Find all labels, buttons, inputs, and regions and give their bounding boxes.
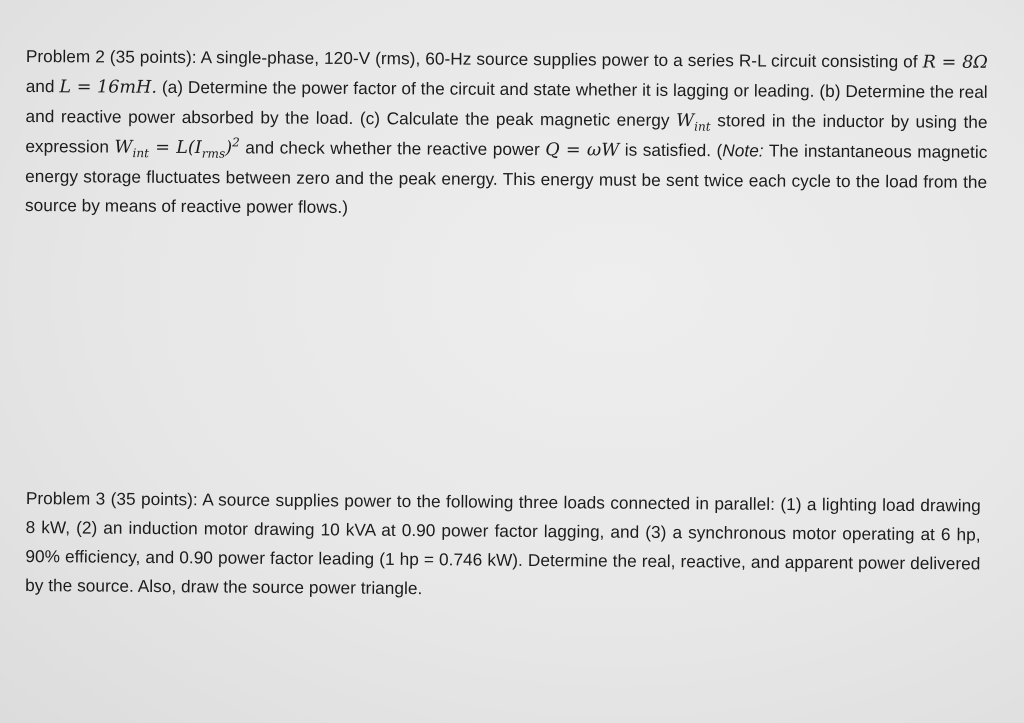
problem-3-text: [25, 484, 981, 607]
problem-2-text: [25, 42, 988, 226]
problem-3-heading: Problem 3 (35 points):: [25, 487, 198, 510]
expression-exponent: 2: [232, 135, 240, 150]
problem-2-heading: Problem 2 (35 points):: [25, 45, 197, 68]
expression-current-subscript: rms: [201, 146, 226, 161]
problem-2-text-part-4: stored in the inductor by using the expression: [25, 110, 988, 157]
expression-equals: = L(I: [148, 137, 202, 159]
problem-2-text-part-1: A single-phase, 120-V (rms), 60-Hz source supplies power to a series R-L circuit consisting of: [200, 47, 918, 72]
energy-symbol-letter: W: [676, 110, 695, 132]
inductance-value: L = 16mH.: [59, 77, 158, 98]
expression-close: ): [225, 138, 233, 159]
energy-symbol-subscript: int: [694, 119, 711, 134]
problem-2-text-part-7: The instantaneous magnetic energy storage fluctuates between zero and the peak energy. This energy must be sent twice each cycle to the load from the source by means of reactive power flows.): [24, 140, 988, 217]
energy-expression: [114, 135, 240, 161]
problem-3-body: A source supplies power to the following three loads connected in parallel: (1) a lighting load drawing 8 kW, (2) an induction motor drawing 10 kVA at 0.90 power factor lagging, and (3) a synchronous motor operating at 6 hp, 90% efficiency, and 0.90 power factor leading (1 hp = 0.746 kW). Determine the real, reactive, and apparent power delivered by the source. Also, draw the source power triangle.: [25, 489, 981, 599]
problem-2-text-part-5: and check whether the reactive power: [245, 137, 540, 160]
problem-2-text-part-2: and: [25, 75, 55, 97]
reactive-power-expression: Q = ωW: [545, 140, 620, 161]
expression-w: W: [114, 137, 133, 158]
resistance-value: R = 8Ω: [922, 52, 988, 73]
problem-2-text-part-3: (a) Determine the power factor of the circuit and state whether it is lagging or leading. (b) Determine the real and reactive power absorbed by the load. (c) Calculate the peak magnetic energy: [25, 76, 988, 130]
energy-symbol: [676, 110, 711, 134]
note-label: Note:: [722, 140, 764, 161]
expression-w-subscript: int: [132, 146, 150, 161]
problem-2-text-part-6: is satisfied. (: [624, 139, 723, 161]
